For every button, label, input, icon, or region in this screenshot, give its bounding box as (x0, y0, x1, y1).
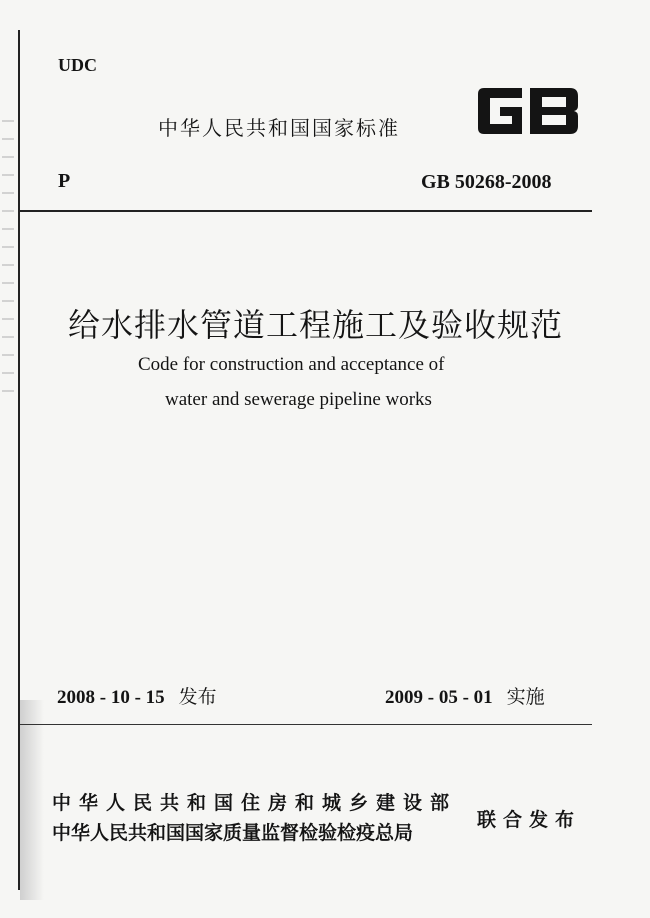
classification-code: P (58, 170, 71, 192)
issue-date-block (57, 682, 217, 709)
footer-divider (20, 724, 592, 725)
national-standard-heading: 中华人民共和国国家标准 (158, 116, 400, 140)
issuer-aqsiq: 中华人民共和国国家质量监督检验检疫总局 (52, 822, 414, 844)
issue-date: 2008 - 10 - 15 (57, 687, 165, 708)
effective-date-block (385, 682, 545, 709)
gb-logo-icon (472, 86, 584, 136)
standard-number: GB 50268-2008 (421, 171, 552, 193)
header-divider (20, 210, 592, 212)
issuer-ministry: 中华人民共和国住房和城乡建设部 (52, 792, 458, 814)
margin-marks (2, 120, 14, 400)
effective-date: 2009 - 05 - 01 (385, 687, 493, 708)
title-english-line1: Code for construction and acceptance of (138, 354, 445, 375)
scan-shadow (20, 700, 44, 900)
joint-issue-label: 联合发布 (477, 809, 582, 831)
issue-word: 发布 (178, 686, 217, 708)
effective-word: 实施 (506, 686, 545, 708)
title-english-line2: water and sewerage pipeline works (165, 389, 432, 410)
udc-label: UDC (58, 55, 97, 75)
title-chinese: 给水排水管道工程施工及验收规范 (68, 306, 564, 344)
